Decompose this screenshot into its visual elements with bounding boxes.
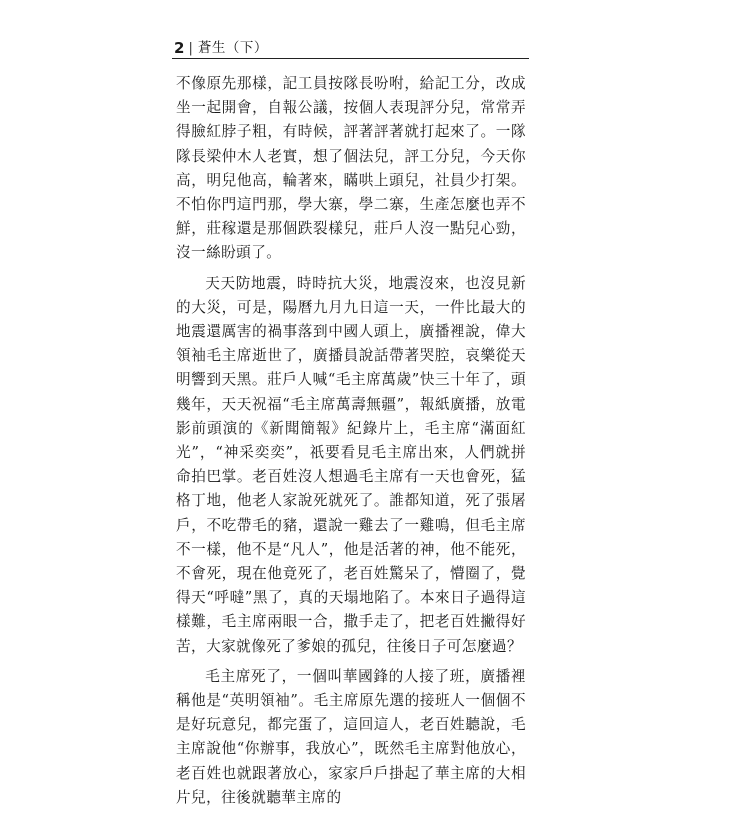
header-separator: | bbox=[188, 41, 193, 56]
body-text bbox=[176, 72, 526, 816]
header-rule bbox=[172, 58, 529, 59]
page-number: 2 bbox=[174, 39, 185, 57]
running-header bbox=[174, 38, 528, 56]
book-title: 蒼生（下） bbox=[197, 40, 268, 56]
paragraph-continued: 不像原先那樣，記工員按隊長吩咐，給記工分，改成坐一起開會，自報公議，按個人表現評分兒，常常弄得臉紅脖子粗，有時候，評著評著就打起來了。一隊隊長梁仲木人老實，想了個法兒，評工分兒，今天你高，明兒他高，輪著來，瞞哄上頭兒，社員少打架。不怕你門這門那，學大寨，學二寨，生產怎麼也弄不鮮，莊稼還是那個跌裂樣兒，莊戶人沒一點兒心勁，沒一絲盼頭了。 bbox=[176, 75, 526, 262]
paragraph-earthquake: 天天防地震，時時抗大災，地震沒來，也沒見新的大災，可是，陽曆九月九日這一天，一件比最大的地震還厲害的禍事落到中國人頭上，廣播裡說，偉大領袖毛主席逝世了，廣播員說話帶著哭腔，哀樂從天明響到天黑。莊戶人喊“毛主席萬歲”快三十年了，頭幾年，天天祝福“毛主席萬壽無疆”，報紙廣播，放電影前頭演的《新聞簡報》紀錄片上，毛主席“滿面紅光”，“神采奕奕”，祇要看見毛主席出來，人們就拼命拍巴掌。老百姓沒人想過毛主席有一天也會死，猛格丁地，他老人家說死就死了。誰都知道，死了張屠戶，不吃帶毛的豬，還說一雞去了一雞鳴，但毛主席不一樣，他不是“凡人”，他是活著的神，他不能死，不會死，現在他竟死了，老百姓驚呆了，懵圈了，覺得天“呼噠”黑了，真的天塌地陷了。本來日子過得這樣難，毛主席兩眼一合，撒手走了，把老百姓撇得好苦，大家就像死了爹娘的孤兒，往後日子可怎麼過？ bbox=[176, 274, 526, 655]
paragraph-successor: 毛主席死了，一個叫華國鋒的人接了班，廣播裡稱他是“英明領袖”。毛主席原先選的接班人一個個不是好玩意兒，都完蛋了，這回這人，老百姓聽說，毛主席說他“你辦事，我放心”，既然毛主席對他放心，老百姓也就跟著放心，家家戶戶掛起了華主席的大相片兒，往後就聽華主席的 bbox=[176, 667, 526, 806]
